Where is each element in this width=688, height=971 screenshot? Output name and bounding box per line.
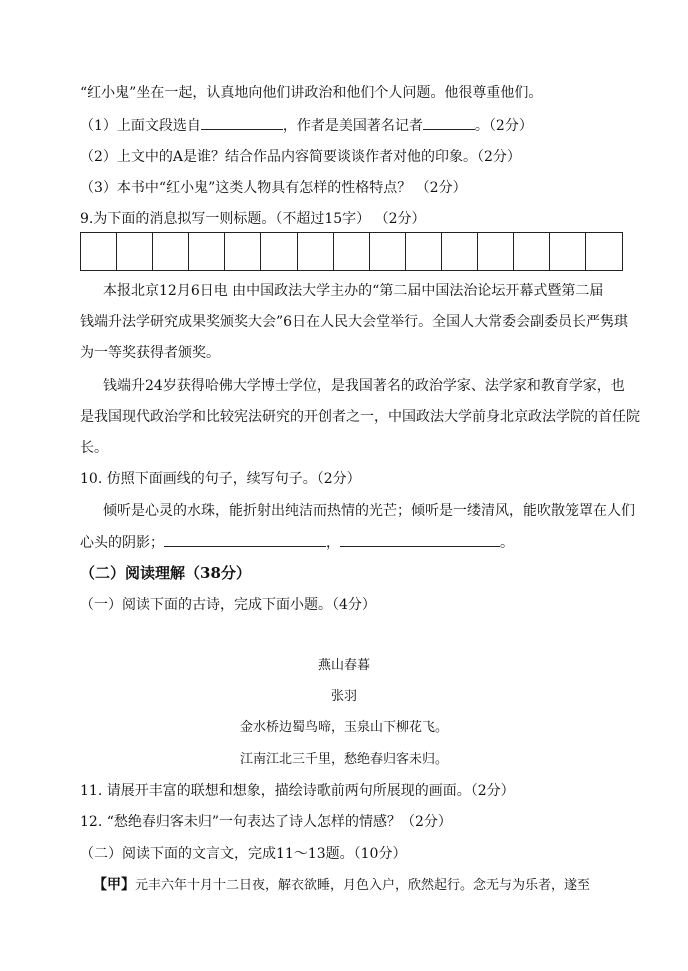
subsection-heading: （二）阅读下面的文言文，完成11～13题。（10分） (80, 846, 407, 862)
grid-cell[interactable] (334, 233, 370, 270)
grid-cell[interactable] (442, 233, 478, 270)
grid-cell[interactable] (225, 233, 261, 270)
question-1: （1）上面文段选自 ，作者是美国著名记者 。（2分） (80, 118, 533, 134)
question-3: （3）本书中“红小鬼”这类人物具有怎样的性格特点？ （2分） (80, 180, 467, 196)
grid-cell[interactable] (550, 233, 586, 270)
grid-cell[interactable] (370, 233, 406, 270)
grid-cell[interactable] (406, 233, 442, 270)
section-heading: （二）阅读理解（38分） (80, 564, 251, 582)
question-11: 11. 请展开丰富的联想和想象，描绘诗歌前两句所展现的画面。（2分） (80, 783, 515, 799)
sentence-line: 心头的阴影； ， 。 (80, 535, 514, 551)
news-paragraph-line: 是我国现代政治学和比较宪法研究的开创者之一，中国政法大学前身北京政法学院的首任院 (80, 409, 640, 425)
answer-blank[interactable] (423, 116, 475, 130)
grid-cell[interactable] (478, 233, 514, 270)
answer-blank[interactable] (164, 533, 326, 547)
news-paragraph-line: 钱端升法学研究成果奖颁奖大会”6日在人民大会堂举行。全国人大常委会副委员长严隽琪 (80, 314, 629, 330)
sentence-line: 倾听是心灵的水珠，能折射出纯洁而热情的光芒；倾听是一缕清风，能吹散笼罩在人们 (103, 503, 635, 519)
grid-cell[interactable] (189, 233, 225, 270)
grid-cell[interactable] (153, 233, 189, 270)
poem-line: 江南江北三千里，愁绝春归客未归。 (239, 752, 448, 767)
news-paragraph-line: 长。 (80, 440, 108, 456)
news-paragraph-line: 本报北京12月6日电 由中国政法大学主办的“第二届中国法治论坛开幕式暨第二届 (103, 283, 604, 299)
grid-cell[interactable] (81, 233, 117, 270)
grid-cell[interactable] (117, 233, 153, 270)
grid-cell[interactable] (298, 233, 334, 270)
answer-blank[interactable] (201, 116, 283, 130)
text-line: “红小鬼”坐在一起，认真地向他们讲政治和他们个人问题。他很尊重他们。 (80, 85, 543, 101)
grid-cell[interactable] (514, 233, 550, 270)
title-answer-grid (80, 232, 623, 271)
news-paragraph-line: 为一等奖获得者颁奖。 (80, 345, 220, 361)
classical-text-line: 【甲】元丰六年十月十二日夜，解衣欲睡，月色入户，欣然起行。念无与为乐者，遂至 (93, 877, 591, 893)
subsection-heading: （一）阅读下面的古诗，完成下面小题。（4分） (80, 597, 376, 613)
grid-cell[interactable] (586, 233, 622, 270)
poem-title: 燕山春暮 (317, 658, 370, 673)
poem-author: 张羽 (330, 689, 357, 704)
news-paragraph-line: 钱端升24岁获得哈佛大学博士学位，是我国著名的政治学家、法学家和教育学家，也 (103, 378, 625, 394)
question-2: （2）上文中的A是谁？结合作品内容简要谈谈作者对他的印象。（2分） (80, 149, 521, 165)
question-10: 10. 仿照下面画线的句子，续写句子。（2分） (80, 471, 361, 487)
passage-tag: 【甲】 (93, 877, 135, 893)
answer-blank[interactable] (340, 533, 500, 547)
poem-line: 金水桥边蜀鸟啼，玉泉山下柳花飞。 (239, 720, 448, 735)
grid-cell[interactable] (261, 233, 297, 270)
question-12: 12. “愁绝春归客未归”一句表达了诗人怎样的情感？（2分） (80, 814, 452, 830)
question-9: 9.为下面的消息拟写一则标题。（不超过15字） （2分） (80, 211, 426, 227)
